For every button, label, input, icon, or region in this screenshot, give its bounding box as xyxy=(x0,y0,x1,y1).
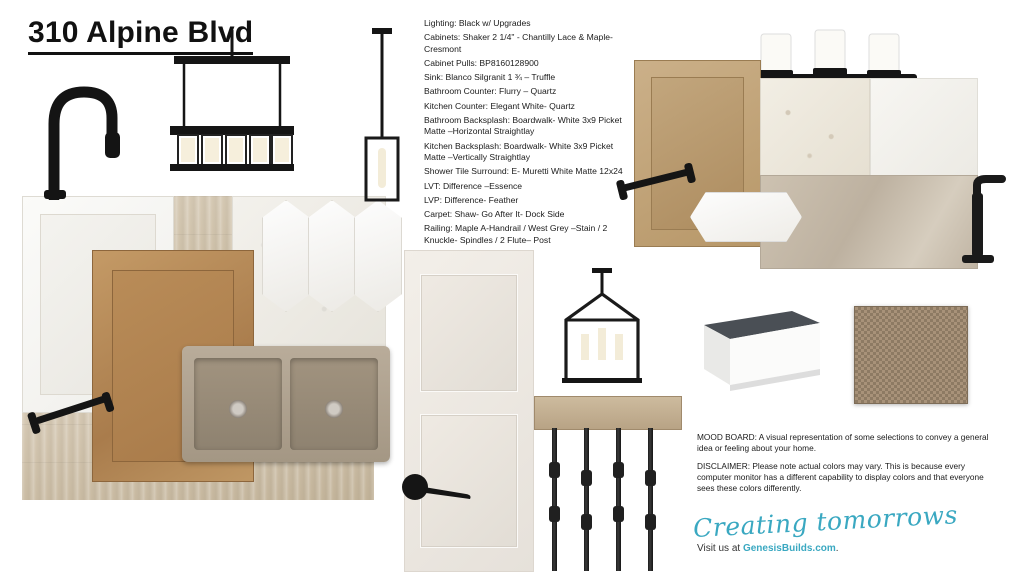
stair-railing-swatch xyxy=(534,396,680,571)
picket-tile-swatch xyxy=(354,200,402,312)
linear-chandelier-icon xyxy=(148,30,316,175)
counter-sample-swatch xyxy=(690,192,802,242)
picket-tile-swatch xyxy=(308,200,356,312)
spec-item: Cabinets: Shaker 2 1/4" - Chantilly Lace & Maple- Cresmont xyxy=(424,32,613,54)
logo-script-text: Creating tomorrows xyxy=(692,500,959,543)
spec-item: Kitchen Counter: Elegant White- Quartz xyxy=(424,100,575,111)
quartz-flurry-swatch xyxy=(760,78,870,176)
page-title: 310 Alpine Blvd xyxy=(28,16,253,55)
spec-item: Shower Tile Surround: E- Muretti White Matte 12x24 xyxy=(424,166,623,177)
visit-suffix: . xyxy=(835,543,839,554)
picket-tile-swatch xyxy=(262,200,310,312)
spec-item: Kitchen Backsplash: Boardwalk- White 3x9 Picket Matte –Vertically Straightlay xyxy=(424,140,614,162)
interior-door-carrara-swatch xyxy=(404,250,534,572)
notes-block xyxy=(697,432,997,501)
spec-item: LVP: Difference- Feather xyxy=(424,194,519,205)
spec-item: Bathroom Counter: Flurry – Quartz xyxy=(424,86,557,97)
spec-item: Carpet: Shaw- Go After It- Dock Side xyxy=(424,209,565,220)
spec-item: LVT: Difference –Essence xyxy=(424,180,523,191)
quartz-elegant-white-swatch xyxy=(870,78,978,176)
disclaimer-note: DISCLAIMER: Please note actual colors may vary. This is because every computer monitor has a different capability to display colors and that everyone sees these colors differently. xyxy=(697,461,984,493)
spec-item: Railing: Maple A-Handrail / West Grey –Stain / 2 Knuckle- Spindles / 2 Flute– Post xyxy=(424,223,608,245)
bath-faucet-black-icon xyxy=(950,175,1012,265)
website-link[interactable]: GenesisBuilds.com xyxy=(742,543,836,554)
moodboard-note: MOOD BOARD: A visual representation of some selections to convey a general idea or feeling about your home. xyxy=(697,432,989,453)
spec-item: Cabinet Pulls: BP8160128900 xyxy=(424,57,539,68)
silgranit-sink-truffle-swatch xyxy=(182,346,390,462)
kitchen-faucet-black-icon xyxy=(36,78,122,200)
cage-lantern-icon xyxy=(548,268,656,398)
visit-prefix: Visit us at xyxy=(697,543,743,554)
spec-item: Lighting: Black w/ Upgrades xyxy=(424,18,531,28)
door-lever-black-icon xyxy=(400,470,472,504)
pendant-light-icon xyxy=(360,28,404,203)
spec-item: Sink: Blanco Silgranit 1 ¾ – Truffle xyxy=(424,72,556,83)
spec-item: Bathroom Backsplash: Boardwalk- White 3x9 Picket Matte –Horizontal Straightlay xyxy=(424,115,622,137)
carpet-dock-side-swatch xyxy=(854,306,968,404)
logo-visit-line xyxy=(697,543,839,554)
counter-edge-profile-swatch xyxy=(700,305,824,401)
